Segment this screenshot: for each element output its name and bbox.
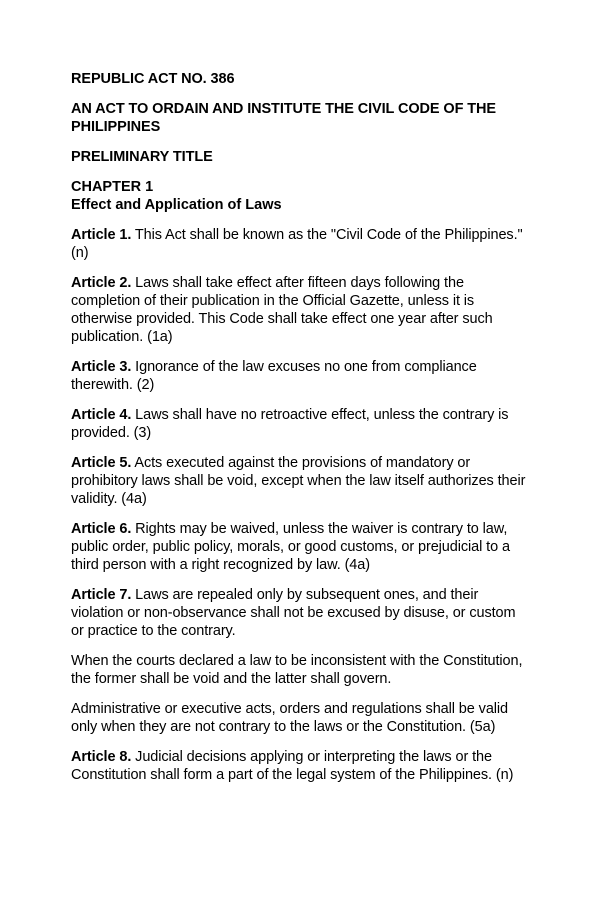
article-text: Acts executed against the provisions of mandatory or prohibitory laws shall be void, except when the law itself authorizes their validity. (4a) xyxy=(71,455,526,507)
article-8 xyxy=(71,748,531,784)
article-5 xyxy=(71,454,531,508)
article-label: Article 3. xyxy=(71,359,132,375)
article-text: This Act shall be known as the "Civil Code of the Philippines." (n) xyxy=(71,227,523,261)
article-label: Article 5. xyxy=(71,455,132,471)
article-label: Article 8. xyxy=(71,749,132,765)
article-text: Laws shall have no retroactive effect, unless the contrary is provided. (3) xyxy=(71,407,509,441)
article-text: Rights may be waived, unless the waiver is contrary to law, public order, public policy, morals, or good customs, or prejudicial to a third person with a right recognized by law. (4a) xyxy=(71,521,510,573)
article-text: Laws shall take effect after fifteen days following the completion of their publication in the Official Gazette, unless it is otherwise provided. This Code shall take effect one year after such publication. (1a) xyxy=(71,275,493,345)
article-label: Article 1. xyxy=(71,227,132,243)
article-7 xyxy=(71,586,531,640)
article-label: Article 2. xyxy=(71,275,132,291)
preliminary-title: PRELIMINARY TITLE xyxy=(71,149,213,165)
act-title: AN ACT TO ORDAIN AND INSTITUTE THE CIVIL CODE OF THE PHILIPPINES xyxy=(71,101,496,135)
article-2 xyxy=(71,274,531,346)
article-label: Article 4. xyxy=(71,407,132,423)
article-text: Laws are repealed only by subsequent ones, and their violation or non-observance shall not be excused by disuse, or custom or practice to the contrary. xyxy=(71,587,516,639)
article-4 xyxy=(71,406,531,442)
article-7-paragraph-3: Administrative or executive acts, orders and regulations shall be valid only when they are not contrary to the laws or the Constitution. (5a) xyxy=(71,701,508,735)
act-number: REPUBLIC ACT NO. 386 xyxy=(71,71,235,87)
article-7-paragraph-2: When the courts declared a law to be inconsistent with the Constitution, the former shall be void and the latter shall govern. xyxy=(71,653,523,687)
chapter-number: CHAPTER 1 xyxy=(71,179,154,195)
article-text: Judicial decisions applying or interpreting the laws or the Constitution shall form a part of the legal system of the Philippines. (n) xyxy=(71,749,514,783)
article-text: Ignorance of the law excuses no one from compliance therewith. (2) xyxy=(71,359,477,393)
document-page xyxy=(71,70,531,796)
article-label: Article 7. xyxy=(71,587,132,603)
chapter-heading xyxy=(71,178,531,214)
article-6 xyxy=(71,520,531,574)
chapter-title: Effect and Application of Laws xyxy=(71,197,282,213)
article-1 xyxy=(71,226,531,262)
article-3 xyxy=(71,358,531,394)
article-label: Article 6. xyxy=(71,521,132,537)
